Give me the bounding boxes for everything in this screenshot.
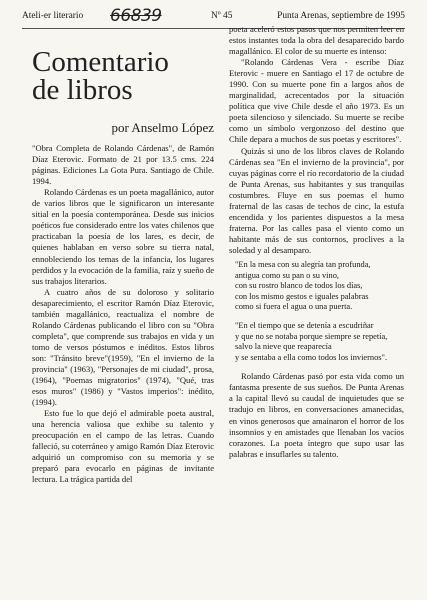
paragraph-invierno: Quizás si uno de los libros claves de Rolando Cárdenas sea "En el invierno de la provincia", por cuyas páginas corre el río recordatorio de la ciudad de Punta Arenas, sus habitantes y sus tranquilas costumbres. Fluye en sus poemas el humo fraternal de las casas de techos de cinc, la estufa encendida y los parientes dispuestos a la mesa fraterna. Por las calles pasa el viento como un habitante más de sus contornos, proclives a la soledad y al desamparo. <box>229 145 404 255</box>
verse-line: como si fuera el agua o una puerta. <box>235 302 353 312</box>
title-line-1: Comentario <box>32 46 169 78</box>
book-reference: "Obra Completa de Rolando Cárdenas", de Ramón Díaz Eterovic. Formato de 21 por 13.5 cms. 224 páginas. Ediciones La Gota Pura. Santiago de Chile. 1994. <box>32 143 214 187</box>
paragraph-works: A cuatro años de su doloroso y solitario desaparecimiento, el escritor Ramón Díaz Eterovic, también magallánico, reactualiza el nombre de Rolando Cárdenas publicando el libro con su "Obra completa", que comprende sus trabajos en vida y un tomo de versos póstumos e inéditos. Estos libros son: "Tránsito breve"(1959), "En el invierno de la provincia" (1963), "Personajes de mi ciudad", prosa, (1964), "Poemas migratorios" (1974), "Qué, tras esos muros" (1986) y "Vastos imperios": inédito, (1994). <box>32 286 214 408</box>
verse-line: "En el tiempo que se detenía a escudriñar <box>235 320 374 330</box>
right-column <box>229 24 404 460</box>
publication-name: Ateli-er literario <box>22 11 84 21</box>
verse-quote-2 <box>235 321 404 363</box>
verse-quote-1 <box>235 260 404 313</box>
verse-line: salvo la nieve que reaparecía <box>235 342 332 352</box>
issue-number: Nº 45 <box>211 11 233 21</box>
verse-line: y que no se notaba porque siempre se repetía, <box>235 331 388 341</box>
verse-line: con su rostro blanco de todos los días, <box>235 281 363 291</box>
place-and-date: Punta Arenas, septiembre de 1995 <box>277 11 405 21</box>
paragraph-continuation: poeta aceleró estos pasos que nos permiten leer en estos instantes toda la obra del desaparecido bardo magallánico. El color de su muerte es intenso: <box>229 24 404 57</box>
paragraph-intro: Rolando Cárdenas es un poeta magallánico, autor de varios libros que le significaron un interesante sitial en la poesía contemporánea. Desde sus inicios poéticos fue considerado entre los vates chilenos que practicaban la poesía de los lares, es decir, de quienes hablaban en verso sobre su tierra natal, ennobleciendo los temas de la infancia, los lugares perdidos y la evocación de la familia, raíz y sueño de sus trabajos literarios. <box>32 187 214 286</box>
left-column <box>32 24 214 486</box>
article-title <box>32 48 214 104</box>
title-line-2: de libros <box>32 74 133 106</box>
handwritten-catalog-number: 66839 <box>110 6 162 26</box>
verse-line: antigua como su pan o su vino, <box>235 270 339 280</box>
paragraph-legacy: Esto fue lo que dejó el admirable poeta austral, una herencia valiosa que exhibe su talento y preocupación en el campo de las letras. Cuando falleció, su coterráneo y amigo Ramón Díaz Eterovic adquirió un compromiso con su memoria y se preparó para evocarlo en páginas de invitante lectura. La trágica partida del <box>32 408 214 485</box>
paragraph-closing: Rolando Cárdenas pasó por esta vida como un fantasma presente de sus sueños. De Punta Arenas a la capital llevó su caudal de inquietudes que se tradujo en libros, en conversaciones amanecidas, en vinos generosos que amainaron el horror de los insomnios y en amistades que llenaban los vacíos corazones. La poeta íntegro que supo usar las palabras e insuflarles su talento. <box>229 371 404 459</box>
verse-line: con los mismo gestos e iguales palabras <box>235 291 369 301</box>
verse-line: "En la mesa con su alegría tan profunda, <box>235 259 371 269</box>
verse-line: y se sentaba a ella como todos los inviernos". <box>235 352 388 362</box>
author-byline: por Anselmo López <box>111 120 214 135</box>
paragraph-quote-eterovic: "Rolando Cárdenas Vera - escribe Díaz Eterovic - muere en Santiago el 17 de octubre de 1990. Con su muerte pone fin a largos años de marginalidad, acrecentados por la situación política que vive Chile desde el año 1973. Es un poeta silencioso y silenciado. Su muerte se recibe como un símbolo vergonzoso del destino que Chile depara a muchos de sus poetas y escritores". <box>229 57 404 145</box>
